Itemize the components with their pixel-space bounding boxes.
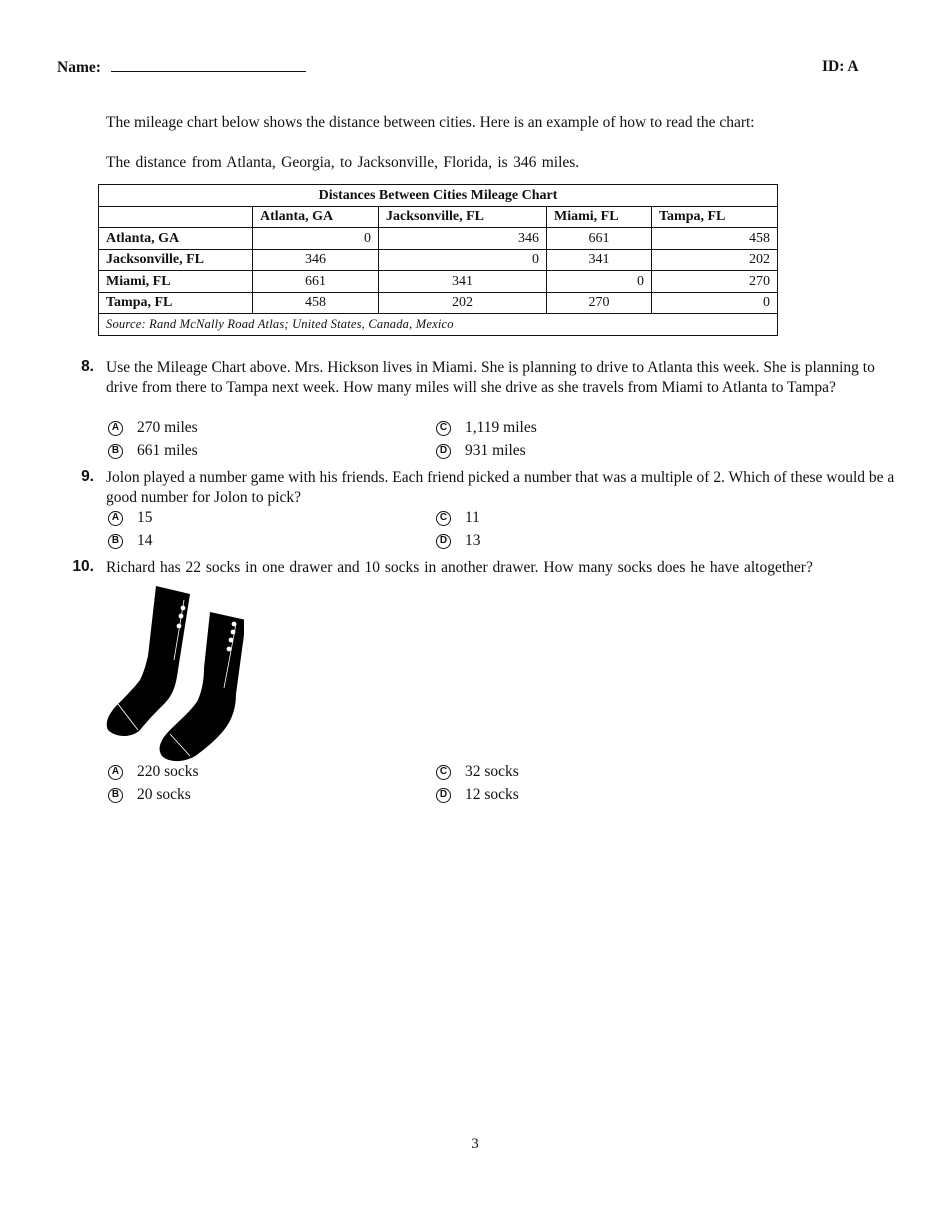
intro-example: The distance from Atlanta, Georgia, to Jacksonville, Florida, is 346 miles. <box>106 154 580 171</box>
choice-text: 1,119 miles <box>465 419 537 436</box>
table-cell: 270 <box>547 292 652 314</box>
socks-illustration-icon <box>104 584 244 762</box>
bubble-c-icon[interactable]: C <box>436 511 451 526</box>
table-cell: 458 <box>652 228 778 250</box>
table-cell: 0 <box>253 228 379 250</box>
question-text: Use the Mileage Chart above. Mrs. Hickson lives in Miami. She is planning to drive to Atlanta this week. She is planning to drive from there to Tampa next week. How many miles will she drive as she travels from Miami to Atlanta to Tampa? <box>106 359 875 396</box>
question-number: 10. <box>72 558 94 575</box>
choice-text: 270 miles <box>137 419 198 436</box>
table-title: Distances Between Cities Mileage Chart <box>99 185 778 207</box>
table-cell: 270 <box>652 271 778 293</box>
question-text: Richard has 22 socks in one drawer and 10 socks in another drawer. How many socks does he have altogether? <box>106 559 813 576</box>
answer-choice-c[interactable] <box>436 419 537 437</box>
answer-choice-c[interactable] <box>436 509 480 527</box>
bubble-c-icon[interactable]: C <box>436 765 451 780</box>
table-cell: 661 <box>253 271 379 293</box>
bubble-a-icon[interactable]: A <box>108 765 123 780</box>
table-row <box>99 292 778 314</box>
choice-text: 20 socks <box>137 786 191 803</box>
choice-text: 13 <box>465 532 481 549</box>
table-cell: 202 <box>379 292 547 314</box>
name-label: Name: <box>57 59 101 76</box>
answer-choice-a[interactable] <box>108 763 199 781</box>
choice-text: 220 socks <box>137 763 199 780</box>
choice-text: 32 socks <box>465 763 519 780</box>
table-cell: 341 <box>379 271 547 293</box>
answer-choice-a[interactable] <box>108 509 153 527</box>
row-header: Miami, FL <box>99 271 253 293</box>
bubble-a-icon[interactable]: A <box>108 511 123 526</box>
table-row <box>99 249 778 271</box>
choice-text: 931 miles <box>465 442 526 459</box>
question-text: Jolon played a number game with his friends. Each friend picked a number that was a multiple of 2. Which of these would be a good number for Jolon to pick? <box>106 469 895 506</box>
question-number: 9. <box>81 468 94 485</box>
table-cell: 0 <box>379 249 547 271</box>
bubble-c-icon[interactable]: C <box>436 421 451 436</box>
bubble-d-icon[interactable]: D <box>436 444 451 459</box>
column-header: Jacksonville, FL <box>379 206 547 228</box>
table-cell: 458 <box>253 292 379 314</box>
bubble-d-icon[interactable]: D <box>436 788 451 803</box>
answer-choice-b[interactable] <box>108 532 153 550</box>
bubble-b-icon[interactable]: B <box>108 534 123 549</box>
table-cell: 0 <box>652 292 778 314</box>
answer-choice-d[interactable] <box>436 532 481 550</box>
row-header: Atlanta, GA <box>99 228 253 250</box>
table-cell: 346 <box>253 249 379 271</box>
table-cell: 346 <box>379 228 547 250</box>
page-number: 3 <box>471 1136 479 1152</box>
table-cell: 661 <box>547 228 652 250</box>
bubble-d-icon[interactable]: D <box>436 534 451 549</box>
row-header: Tampa, FL <box>99 292 253 314</box>
table-row <box>99 228 778 250</box>
test-id: ID: A <box>822 58 859 75</box>
bubble-a-icon[interactable]: A <box>108 421 123 436</box>
choice-text: 661 miles <box>137 442 198 459</box>
bubble-b-icon[interactable]: B <box>108 444 123 459</box>
table-cell: 0 <box>547 271 652 293</box>
table-cell: 341 <box>547 249 652 271</box>
name-field <box>57 58 306 77</box>
choice-text: 15 <box>137 509 153 526</box>
answer-choice-d[interactable] <box>436 442 526 460</box>
answer-choice-b[interactable] <box>108 786 191 804</box>
intro-text: The mileage chart below shows the distance between cities. Here is an example of how to read the chart: <box>106 114 755 131</box>
mileage-chart-table <box>98 184 778 336</box>
answer-choice-d[interactable] <box>436 786 519 804</box>
table-source: Source: Rand McNally Road Atlas; United States, Canada, Mexico <box>99 314 778 336</box>
choice-text: 11 <box>465 509 480 526</box>
bubble-b-icon[interactable]: B <box>108 788 123 803</box>
column-header: Tampa, FL <box>652 206 778 228</box>
name-blank-line <box>111 58 306 72</box>
column-header: Atlanta, GA <box>253 206 379 228</box>
table-cell: 202 <box>652 249 778 271</box>
column-header: Miami, FL <box>547 206 652 228</box>
answer-choice-a[interactable] <box>108 419 198 437</box>
question-number: 8. <box>81 358 94 375</box>
choice-text: 12 socks <box>465 786 519 803</box>
answer-choice-b[interactable] <box>108 442 198 460</box>
answer-choice-c[interactable] <box>436 763 519 781</box>
row-header: Jacksonville, FL <box>99 249 253 271</box>
choice-text: 14 <box>137 532 153 549</box>
table-row <box>99 271 778 293</box>
column-header-blank <box>99 206 253 228</box>
